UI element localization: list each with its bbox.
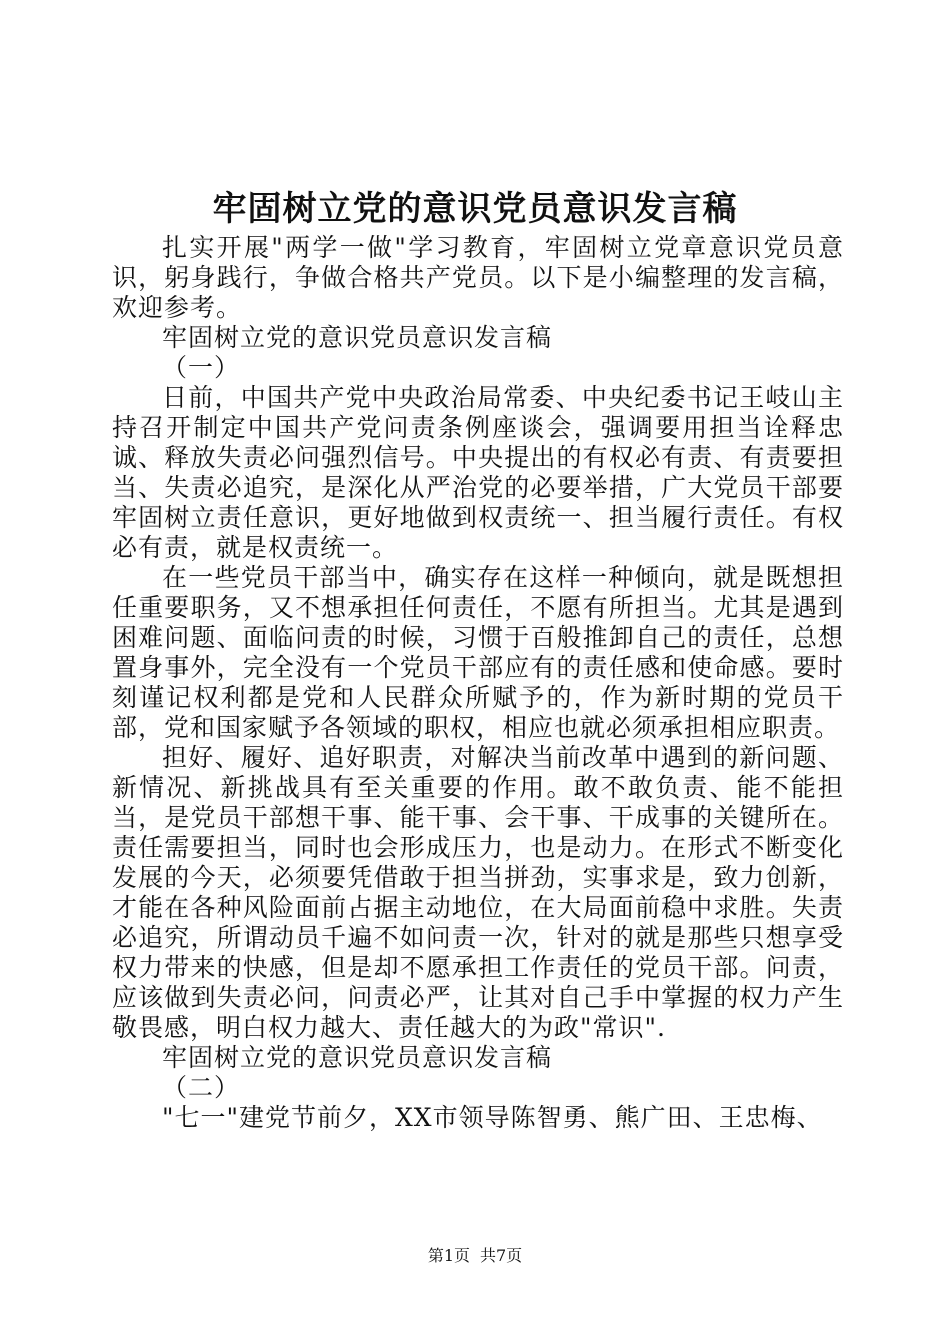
document-title: 牢固树立党的意识党员意识发言稿 [212, 189, 738, 229]
paragraph: 担好、履好、追好职责，对解决当前改革中遇到的新问题、新情况、新挑战具有至关重要的作用。敢不敢负责、能不能担当，是党员干部想干事、能干事、会干事、干成事的关键所在。责任需要担当，同时也会形成压力，也是动力。在形式不断变化发展的今天，必须要凭借敢于担当拼劲，实事求是，致力创新，才能在各种风险面前占据主动地位，在大局面前稳中求胜。失责必追究，所谓动员千遍不如问责一次，针对的就是那些只想享受权力带来的快感，但是却不愿承担工作责任的党员干部。问责，应该做到失责必问，问责必严，让其对自己手中掌握的权力产生敬畏感，明白权力越大、责任越大的为政"常识". [112, 743, 844, 1042]
document-body [112, 233, 844, 1133]
page-number-total: 共7页 [480, 1246, 523, 1265]
page-number-current: 第1页 [427, 1246, 470, 1265]
paragraph: "七一"建党节前夕，XX市领导陈智勇、熊广田、王忠梅、 [162, 1103, 823, 1132]
page-footer [0, 1245, 950, 1267]
section-heading: 牢固树立党的意识党员意识发言稿 [162, 323, 553, 352]
section-number: （一） [162, 353, 241, 382]
paragraph: 日前，中国共产党中央政治局常委、中央纪委书记王岐山主持召开制定中国共产党问责条例座谈会，强调要用担当诠释忠诚、释放失责必问强烈信号。中央提出的有权必有责、有责要担当、失责必追究，是深化从严治党的必要举措，广大党员干部要牢固树立责任意识，更好地做到权责统一、担当履行责任。有权必有责，就是权责统一。 [112, 383, 844, 562]
paragraph: 在一些党员干部当中，确实存在这样一种倾向，就是既想担任重要职务，又不想承担任何责任，不愿有所担当。尤其是遇到困难问题、面临问责的时候，习惯于百般推卸自己的责任，总想置身事外，完全没有一个党员干部应有的责任感和使命感。要时刻谨记权利都是党和人民群众所赋予的，作为新时期的党员干部，党和国家赋予各领域的职权，相应也就必须承担相应职责。 [112, 563, 844, 742]
paragraph-intro: 扎实开展"两学一做"学习教育，牢固树立党章意识党员意识，躬身践行，争做合格共产党员。以下是小编整理的发言稿，欢迎参考。 [112, 233, 844, 322]
section-number: （二） [162, 1073, 241, 1102]
section-heading: 牢固树立党的意识党员意识发言稿 [162, 1043, 553, 1072]
